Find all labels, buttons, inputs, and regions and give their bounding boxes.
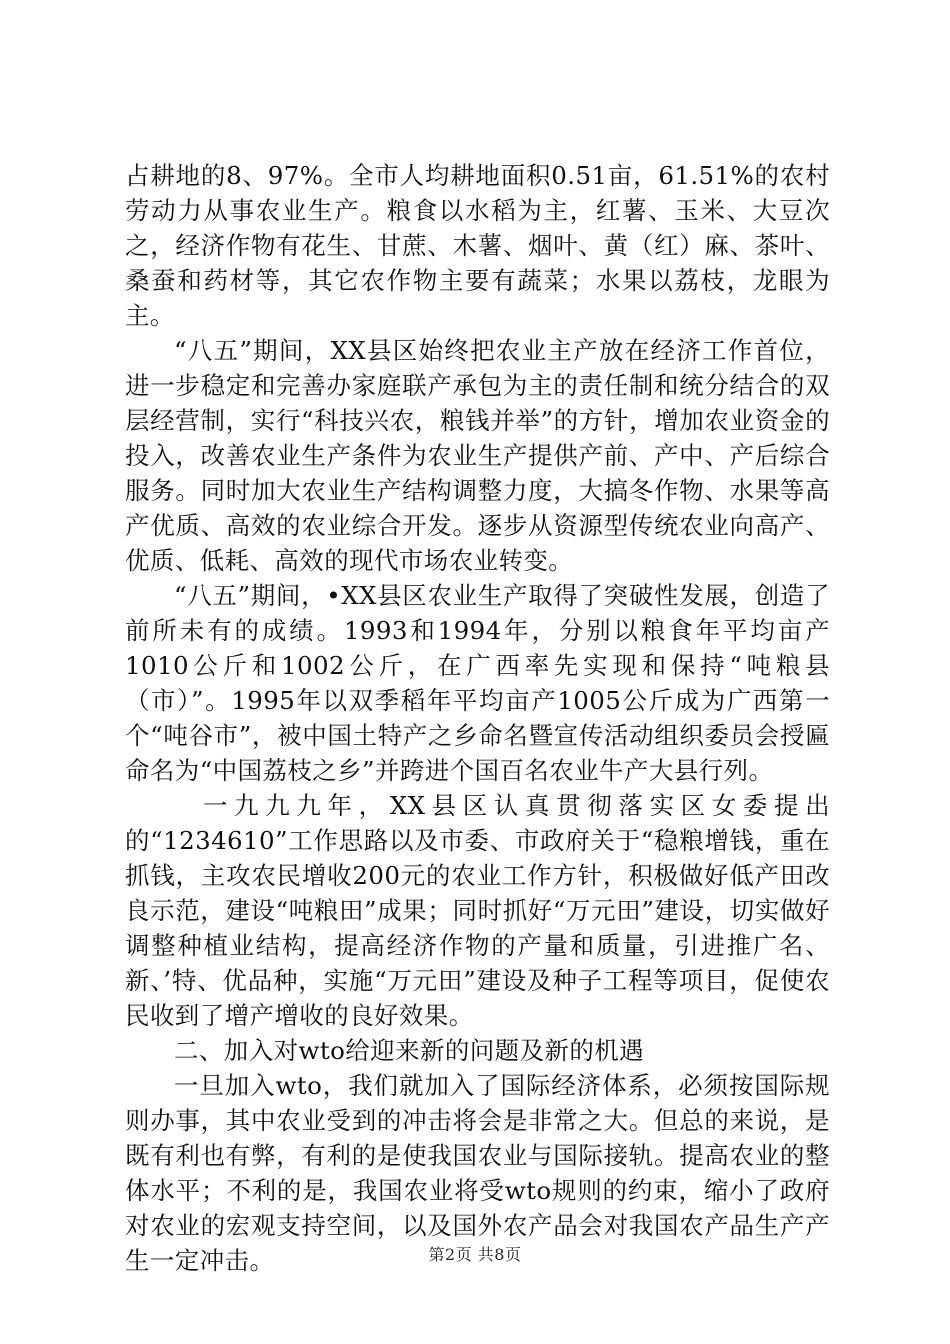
paragraph-1999: 一九九九年，XX县区认真贯彻落实区女委提出的“1234610”工作思路以及市委、市政府关于“稳粮增钱，重在抓钱，主攻农民增收200元的农业工作方针，积极做好低产田改良示范，建设“吨粮田”成果；同时抓好“万元田”建设，切实做好调整种植业结构，提高经济作物的产量和质量，引进推广名、新、’特、优品种，实施“万元田”建设及种子工程等项目，促使农民收到了增产增收的良好效果。	[125, 791, 830, 1030]
section-heading-wto: 二、加入对wto给迎来新的问题及新的机遇	[174, 1036, 645, 1065]
paragraph-farmland: 占耕地的8、97%。全市人均耕地面积0.51亩，61.51%的农村劳动力从事农业生产。粮食以水稻为主，红薯、玉米、大豆次之，经济作物有花生、甘蔗、木薯、烟叶、黄（红）麻、茶叶、桑蚕和药材等，其它农作物主要有蔬菜；水果以荔枝，龙眼为主。	[125, 161, 830, 330]
document-body	[125, 158, 830, 1278]
paragraph-eighth-five-year-results: “八五”期间，•XX县区农业生产取得了突破性发展，创造了前所未有的成绩。1993和1994年，分别以粮食年平均亩产1010公斤和1002公斤，在广西率先实现和保持“吨粮县（市）”。1995年以双季稻年平均亩产1005公斤成为广西第一个“吨谷市”，被中国土特产之乡命名暨宣传活动组织委员会授匾命名为“中国荔枝之乡”并跨进个国百名农业牛产大县行列。	[125, 581, 830, 785]
page-number-footer: 第2页 共8页	[428, 1245, 522, 1264]
paragraph-eighth-five-year-policy: “八五”期间，XX县区始终把农业主产放在经济工作首位，进一步稳定和完善办家庭联产承包为主的责任制和统分结合的双层经营制，实行“科技兴农，粮钱并举”的方针，增加农业资金的投入，改善农业生产条件为农业生产提供产前、产中、产后综合服务。同时加大农业生产结构调整力度，大搞冬作物、水果等高产优质、高效的农业综合开发。逐步从资源型传统农业向高产、优质、低耗、高效的现代市场农业转变。	[125, 336, 830, 575]
paragraph-wto: 一旦加入wto，我们就加入了国际经济体系，必须按国际规则办事，其中农业受到的冲击将会是非常之大。但总的来说，是既有利也有弊，有利的是使我国农业与国际接轨。提高农业的整体水平；不利的是，我国农业将受wto规则的约束，缩小了政府对农业的宏观支持空间，以及国外农产品会对我国农产品生产产生一定冲击。	[125, 1071, 830, 1275]
